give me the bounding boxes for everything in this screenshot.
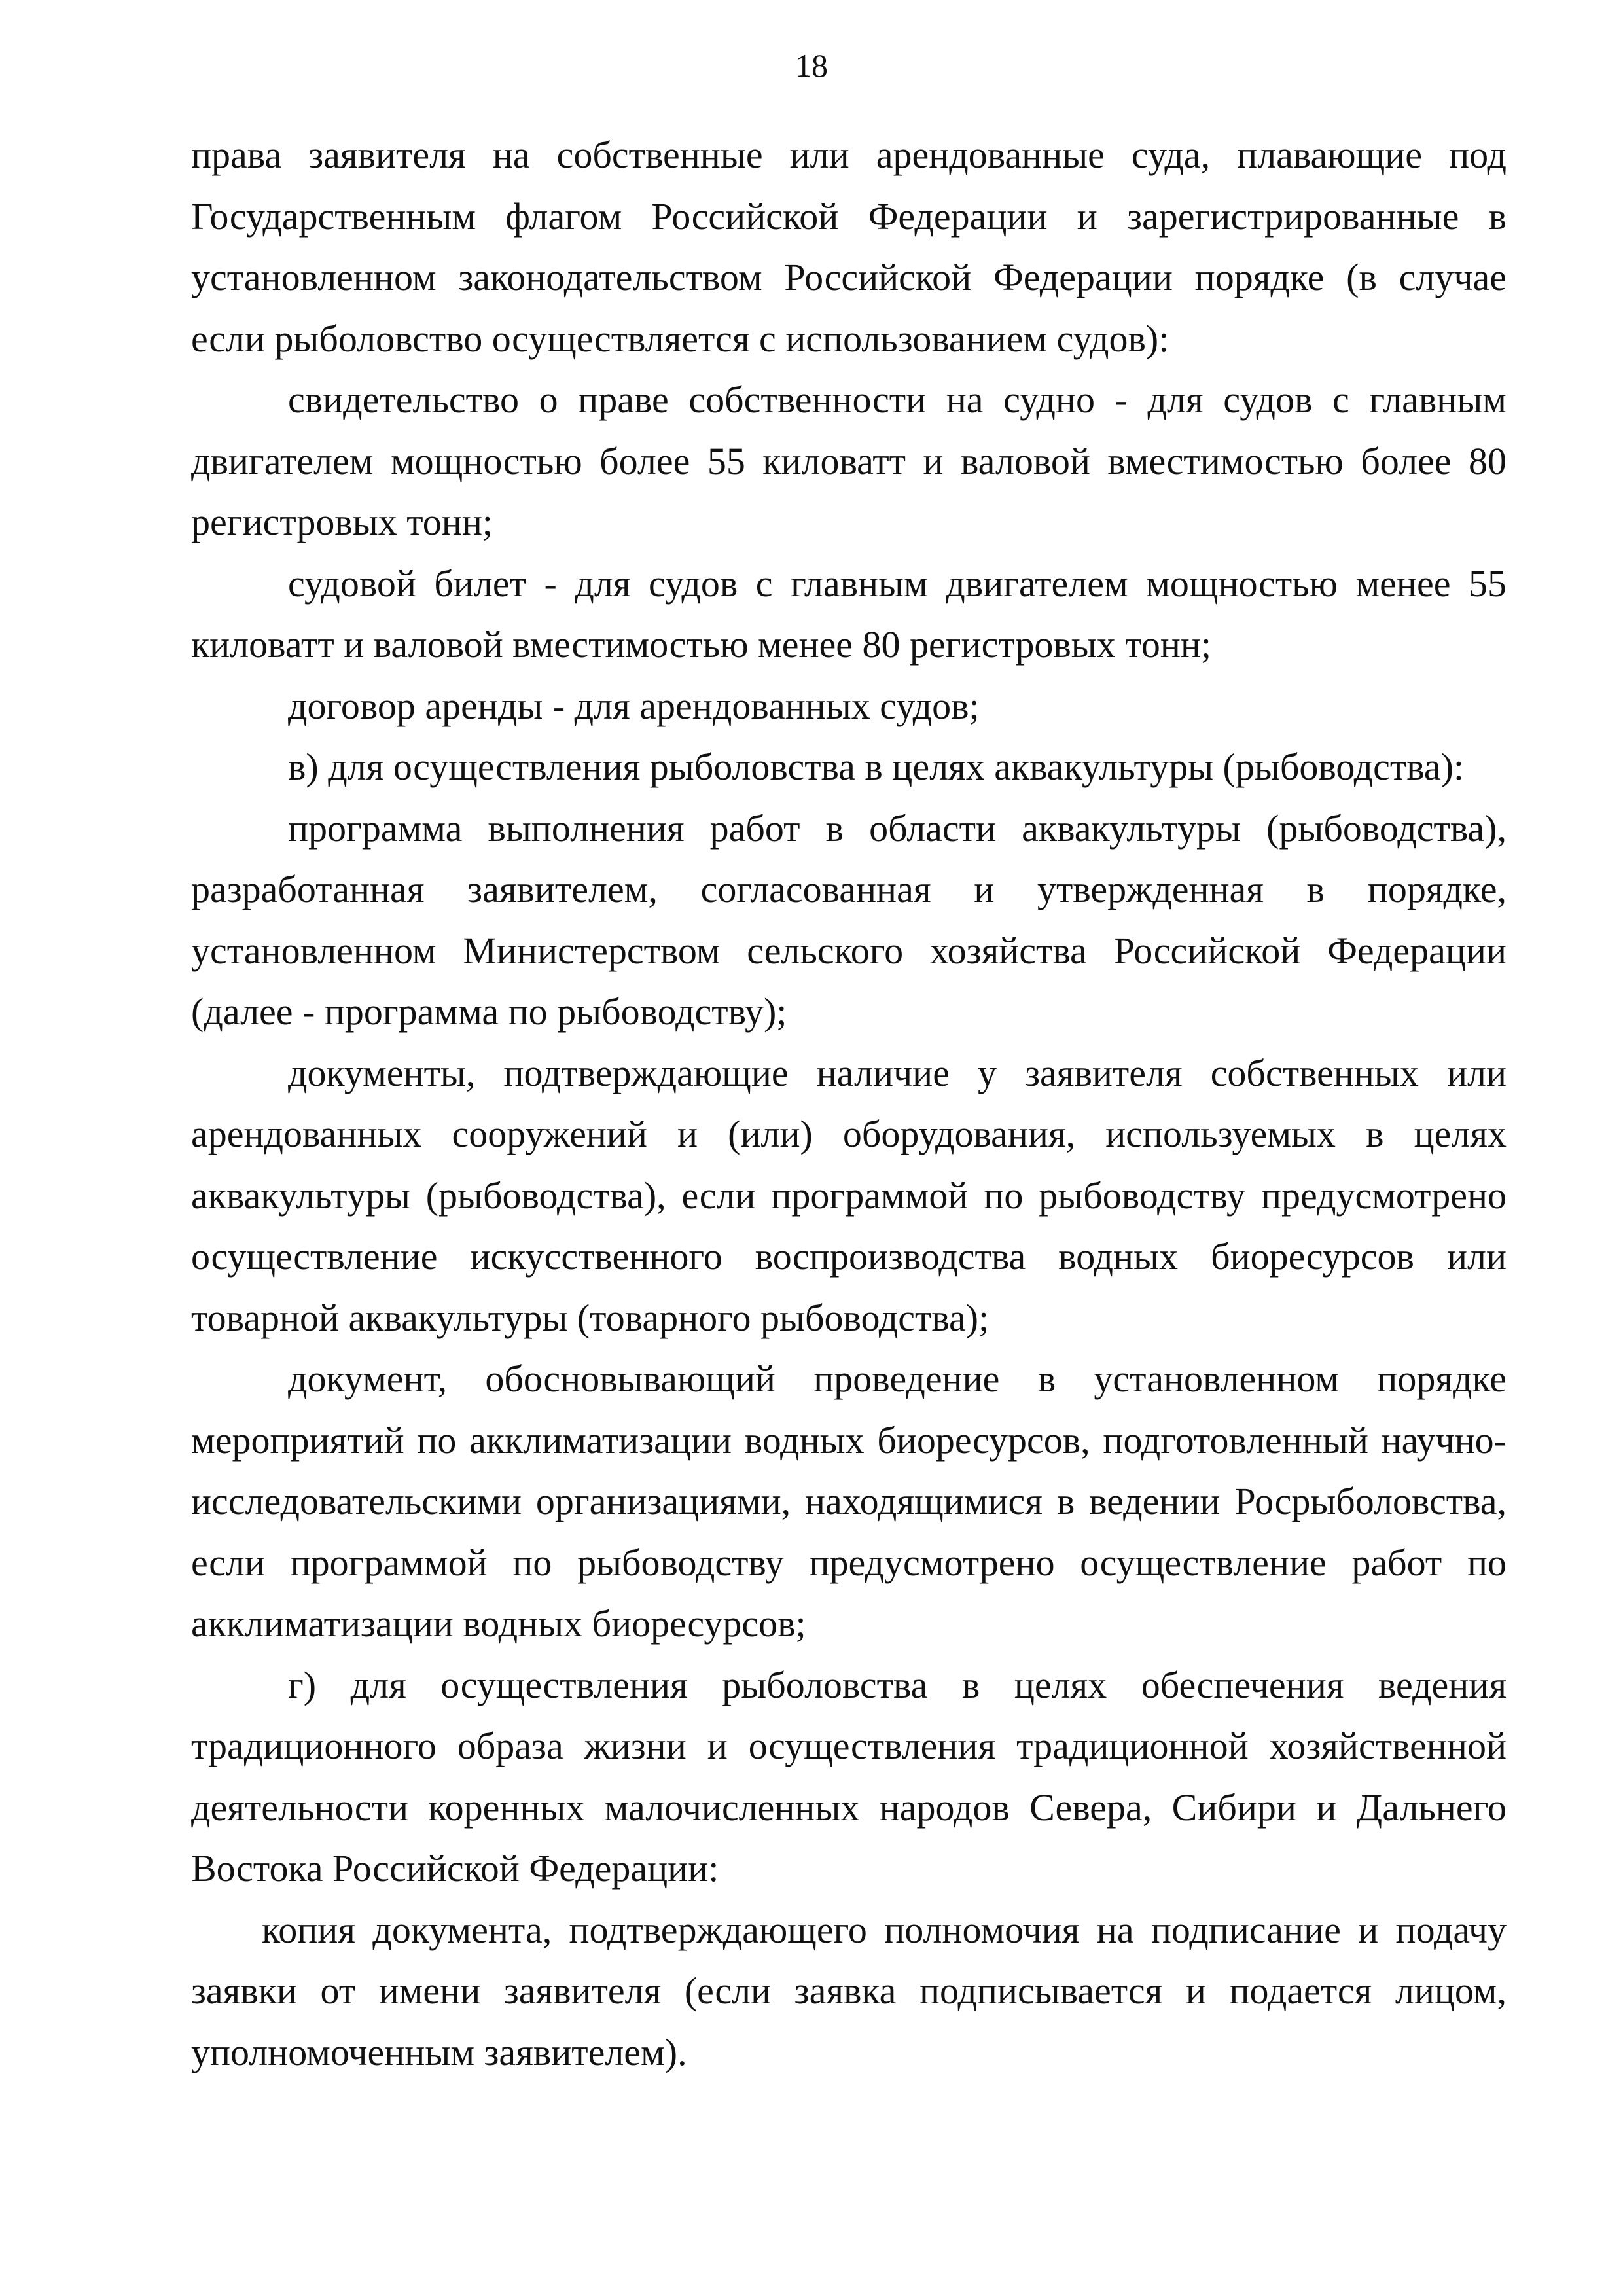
paragraph-item-g-indigenous: г) для осуществления рыболовства в целях обеспечения ведения традиционного образа жизни и осуществления традиционной хозяйственной деятельности коренных малочисленных народов Севера, Сибири и Дальнего Востока Российской Федерации: xyxy=(191,1663,1507,1890)
document-body xyxy=(191,124,1507,2083)
paragraph-vessel-rights: права заявителя на собственные или арендованные суда, плавающие под Государственным флагом Российской Федерации и зарегистрированные в установленном законодательством Российской Федерации порядке (в случае если рыболовство осуществляется с использованием судов): xyxy=(191,134,1507,360)
paragraph-authority-copy: копия документа, подтверждающего полномочия на подписание и подачу заявки от имени заявителя (если заявка подписывается и подается лицом, уполномоченным заявителем). xyxy=(191,1908,1507,2073)
paragraph-ship-ticket: судовой билет - для судов с главным двигателем мощностью менее 55 киловатт и валовой вместимостью менее 80 регистровых тонн; xyxy=(191,562,1507,666)
paragraph-aquaculture-program: программа выполнения работ в области аквакультуры (рыбоводства), разработанная заявителем, согласованная и утвержденная в порядке, установленном Министерством сельского хозяйства Российской Федерации (далее - программа по рыбоводству); xyxy=(191,806,1507,1033)
paragraph-ownership-certificate: свидетельство о праве собственности на судно - для судов с главным двигателем мощностью более 55 киловатт и валовой вместимостью более 80 регистровых тонн; xyxy=(191,378,1507,543)
page-number: 18 xyxy=(795,47,828,84)
paragraph-facilities-documents: документы, подтверждающие наличие у заявителя собственных или арендованных сооружений и (или) оборудования, используемых в целях аквакультуры (рыбоводства), если программой по рыбоводству предусмотрено осуществление искусственного воспроизводства водных биоресурсов или товарной аквакультуры (товарного рыбоводства); xyxy=(191,1051,1507,1339)
paragraph-acclimatization-document: документ, обосновывающий проведение в установленном порядке мероприятий по акклиматизации водных биоресурсов, подготовленный научно-исследовательскими организациями, находящимися в ведении Росрыболовства, если программой по рыбоводству предусмотрено осуществление работ по акклиматизации водных биоресурсов; xyxy=(191,1357,1507,1645)
paragraph-item-v-aquaculture: в) для осуществления рыболовства в целях аквакультуры (рыбоводства): xyxy=(288,745,1465,788)
paragraph-lease-agreement: договор аренды - для арендованных судов; xyxy=(288,684,980,727)
